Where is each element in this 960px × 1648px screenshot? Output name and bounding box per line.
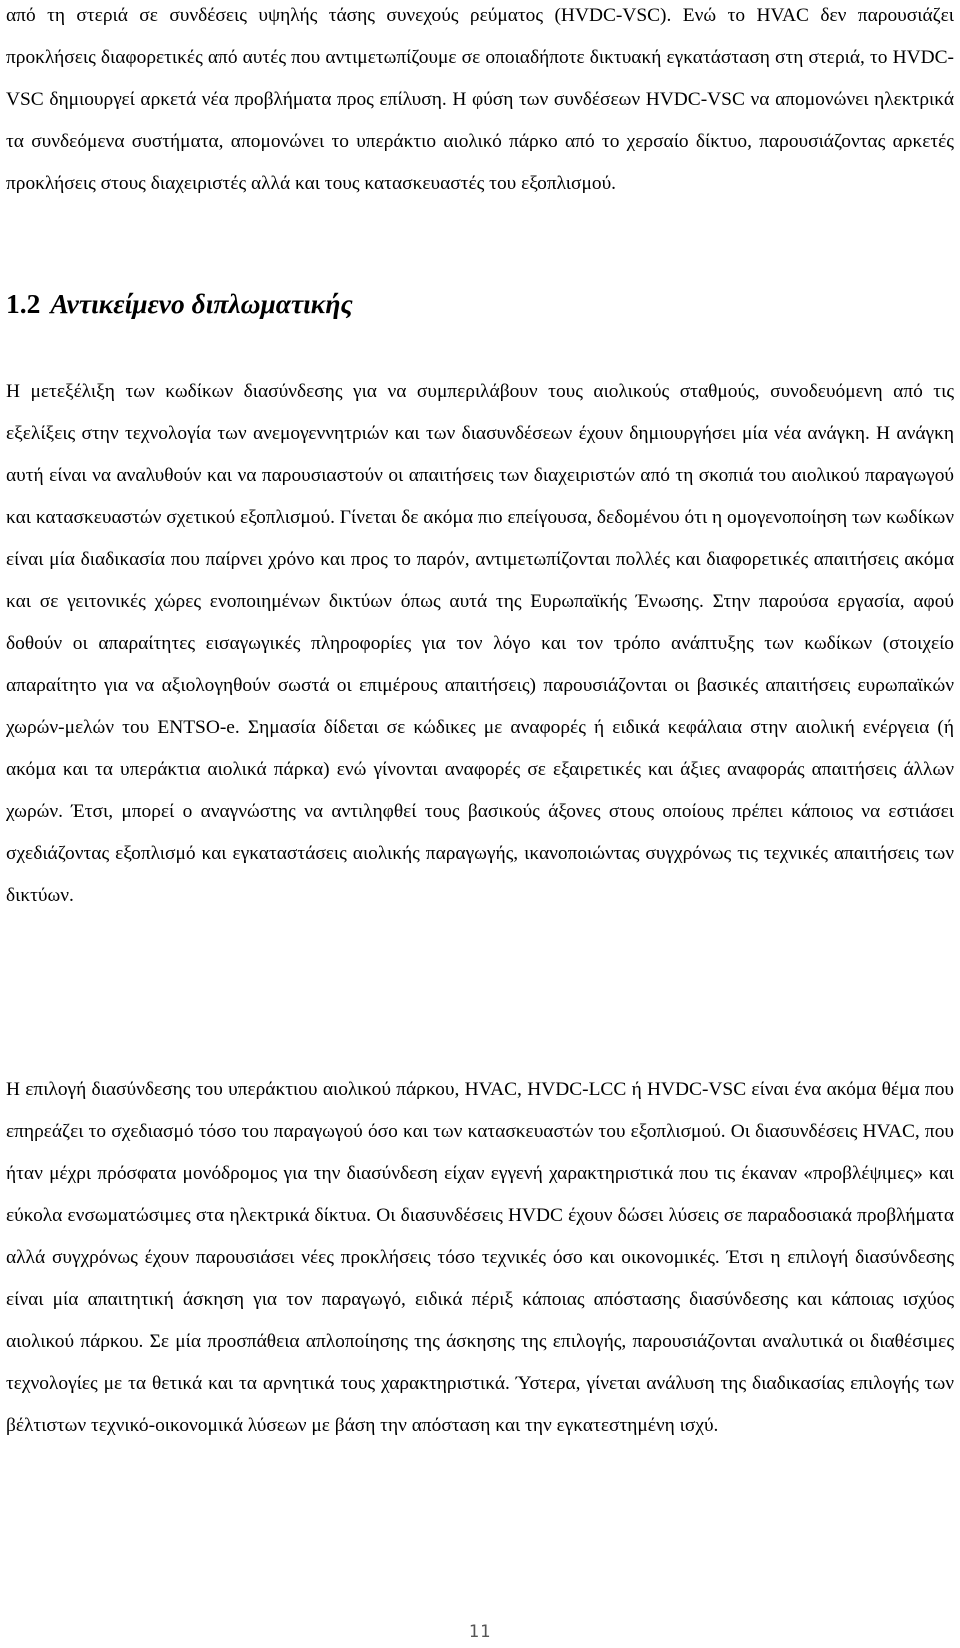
- section-heading: [6, 286, 954, 322]
- paragraph-intro-continuation: από τη στεριά σε συνδέσεις υψηλής τάσης συνεχούς ρεύματος (HVDC-VSC). Ενώ το HVAC δεν παρουσιάζει προκλήσεις διαφορετικές από αυτές που αντιμετωπίζουμε σε οποιαδήποτε δικτυακή εγκατάσταση στη στεριά, το HVDC-VSC δημιουργεί αρκετά νέα προβλήματα προς επίλυση. Η φύση των συνδέσεων HVDC-VSC να απομονώνει ηλεκτρικά τα συνδεόμενα συστήματα, απομονώνει το υπεράκτιο αιολικό πάρκο από το χερσαίο δίκτυο, παρουσιάζοντας αρκετές προκλήσεις στους διαχειριστές αλλά και τους κατασκευαστές του εξοπλισμού.: [6, 5, 954, 194]
- page-number: 11: [468, 1622, 492, 1642]
- document-page: [6, 0, 954, 1648]
- paragraph-interconnection-selection: Η επιλογή διασύνδεσης του υπεράκτιου αιολικού πάρκου, HVAC, HVDC-LCC ή HVDC-VSC είναι ένα ακόμα θέμα που επηρεάζει το σχεδιασμό τόσο του παραγωγού όσο και των κατασκευαστών του εξοπλισμού. Οι διασυνδέσεις HVAC, που ήταν μέχρι πρόσφατα μονόδρομος για την διασύνδεση είχαν εγγενή χαρακτηριστικά που τις έκαναν «προβλέψιμες» και εύκολα ενσωματώσιμες στα ηλεκτρικά δίκτυα. Οι διασυνδέσεις HVDC έχουν δώσει λύσεις σε παραδοσιακά προβλήματα αλλά συγχρόνως έχουν παρουσιάσει νέες προκλήσεις τόσο τεχνικές όσο και οικονομικές. Έτσι η επιλογή διασύνδεσης είναι μία απαιτητική άσκηση για τον παραγωγό, ειδικά πέριξ κάποιας απόστασης διασύνδεσης και κάποιας ισχύος αιολικού πάρκου. Σε μία προσπάθεια απλοποίησης της άσκησης της επιλογής, παρουσιάζονται αναλυτικά οι διαθέσιμες τεχνολογίες με τα θετικά και τα αρνητικά τους χαρακτηριστικά. Ύστερα, γίνεται ανάλυση της διαδικασίας επιλογής των βέλτιστων τεχνικό-οικονομικά λύσεων με βάση την απόσταση και την εγκατεστημένη ισχύ.: [6, 1079, 954, 1436]
- section-title: Αντικείμενο διπλωματικής: [50, 288, 353, 319]
- section-number: 1.2: [6, 288, 41, 319]
- paragraph-objective: Η μετεξέλιξη των κωδίκων διασύνδεσης για να συμπεριλάβουν τους αιολικούς σταθμούς, συνοδευόμενη από τις εξελίξεις στην τεχνολογία των ανεμογεννητριών και των διασυνδέσεων έχουν δημιουργήσει μία νέα ανάγκη. Η ανάγκη αυτή είναι να αναλυθούν και να παρουσιαστούν οι απαιτήσεις των διαχειριστών από τη σκοπιά του αιολικού παραγωγού και κατασκευαστών σχετικού εξοπλισμού. Γίνεται δε ακόμα πιο επείγουσα, δεδομένου ότι η ομογενοποίηση των κωδίκων είναι μία διαδικασία που παίρνει χρόνο και προς το παρόν, αντιμετωπίζονται πολλές και διαφορετικές απαιτήσεις ακόμα και σε γειτονικές χώρες ενοποιημένων δικτύων όπως αυτά της Ευρωπαϊκής Ένωσης. Στην παρούσα εργασία, αφού δοθούν οι απαραίτητες εισαγωγικές πληροφορίες για τον λόγο και τον τρόπο ανάπτυξης των κωδίκων (στοιχείο απαραίτητο για να αξιολογηθούν σωστά οι επιμέρους απαιτήσεις) παρουσιάζονται οι βασικές απαιτήσεις ευρωπαϊκών χωρών-μελών του ENTSO-e. Σημασία δίδεται σε κώδικες με αναφορές ή ειδικά κεφάλαια στην αιολική ενέργεια (ή ακόμα και τα υπεράκτια αιολικά πάρκα) ενώ γίνονται αναφορές σε εξαιρετικές και άξιες αναφοράς απαιτήσεις άλλων χωρών. Έτσι, μπορεί ο αναγνώστης να αντιληφθεί τους βασικούς άξονες στους οποίους πρέπει κάποιος να εστιάσει σχεδιάζοντας εξοπλισμό και εγκαταστάσεις αιολικής παραγωγής, ικανοποιώντας συγχρόνως τις τεχνικές απαιτήσεις των δικτύων.: [6, 381, 954, 906]
